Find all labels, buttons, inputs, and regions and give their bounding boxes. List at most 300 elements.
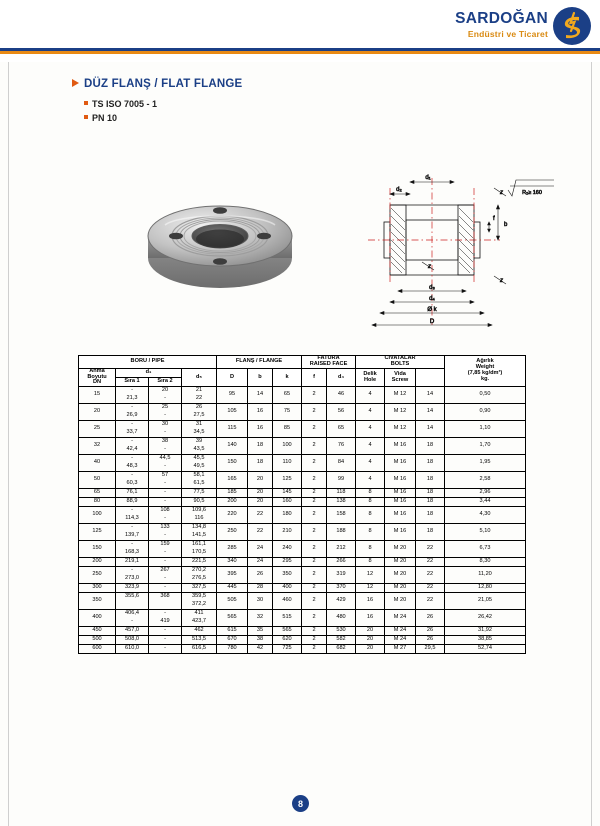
- cell-f: 2: [302, 541, 327, 558]
- cell-D: 780: [217, 645, 248, 654]
- weight-line2: Weight: [475, 364, 495, 371]
- dn-line2: Boyutu: [87, 373, 107, 380]
- dn-line1: Anma: [89, 367, 105, 374]
- cell-thread: 14: [416, 387, 445, 404]
- cell-screw: M 12: [385, 387, 416, 404]
- cell-D: 670: [217, 636, 248, 645]
- cell-b: 38: [248, 636, 273, 645]
- cell-screw: M 16: [385, 498, 416, 507]
- cell-sira2: 25: [149, 404, 182, 413]
- cell-hole: 4: [356, 404, 385, 421]
- cell-dn: 50: [79, 472, 116, 489]
- cell-weight: 11,20: [445, 567, 526, 584]
- cell-d4: 480: [327, 610, 356, 627]
- standard-label: TS ISO 7005 - 1: [92, 99, 158, 109]
- cell-hole: 20: [356, 645, 385, 654]
- cell-sira1: 76,1: [116, 489, 149, 498]
- cell-d5: 58,1: [182, 472, 217, 481]
- cell-f: 2: [302, 636, 327, 645]
- cell-weight: 5,10: [445, 524, 526, 541]
- cell-b: 26: [248, 567, 273, 584]
- cell-k: 460: [273, 593, 302, 610]
- cell-d4: 188: [327, 524, 356, 541]
- cell-D: 185: [217, 489, 248, 498]
- cell-sira2: 267: [149, 567, 182, 576]
- cell-sira2: 419: [149, 618, 182, 627]
- svg-text:f: f: [493, 216, 495, 222]
- cell-d4: 56: [327, 404, 356, 421]
- col-header-thread: [416, 368, 445, 387]
- cell-D: 395: [217, 567, 248, 584]
- cell-d5: 21: [182, 387, 217, 396]
- cell-b: 42: [248, 645, 273, 654]
- col-header-sira1: Sıra 1: [116, 378, 149, 387]
- cell-dn: 80: [79, 498, 116, 507]
- cell-weight: 3,44: [445, 498, 526, 507]
- cell-hole: 8: [356, 507, 385, 524]
- cell-d5: 34,5: [182, 429, 217, 438]
- cell-dn: 25: [79, 421, 116, 438]
- cell-f: 2: [302, 498, 327, 507]
- table-row: [79, 472, 526, 481]
- cell-sira1: 406,4: [116, 610, 149, 619]
- screw-line1: Vida: [394, 370, 406, 377]
- cell-f: 2: [302, 421, 327, 438]
- svg-text:Ø k: Ø k: [427, 307, 437, 313]
- cell-f: 2: [302, 610, 327, 627]
- table-row: [79, 507, 526, 516]
- table-group-header-row: [79, 356, 526, 369]
- cell-thread: 26: [416, 636, 445, 645]
- cell-d5: 513,5: [182, 636, 217, 645]
- brand-name: SARDOĞAN: [455, 10, 548, 27]
- page-header: [0, 0, 600, 62]
- cell-screw: M 16: [385, 489, 416, 498]
- cell-screw: M 12: [385, 421, 416, 438]
- pressure-label: PN 10: [92, 113, 118, 123]
- group-header-bolts-line2: BOLTS: [390, 360, 410, 367]
- cell-sira1: 508,0: [116, 636, 149, 645]
- cell-d4: 212: [327, 541, 356, 558]
- cell-k: 565: [273, 627, 302, 636]
- cell-dn: 350: [79, 593, 116, 610]
- cell-thread: 14: [416, 404, 445, 421]
- cell-f: 2: [302, 438, 327, 455]
- cell-hole: 12: [356, 567, 385, 584]
- cell-d5: 49,5: [182, 463, 217, 472]
- group-header-raised-face: [302, 356, 356, 369]
- col-header-b: b: [248, 368, 273, 387]
- cell-sira2: -: [149, 412, 182, 421]
- cell-thread: 22: [416, 567, 445, 584]
- cell-screw: M 16: [385, 507, 416, 524]
- cell-thread: 18: [416, 507, 445, 524]
- cell-screw: M 16: [385, 524, 416, 541]
- cell-sira1: 273,0: [116, 575, 149, 584]
- cell-sira2: 108: [149, 507, 182, 516]
- cell-b: 22: [248, 507, 273, 524]
- cell-sira1: -: [116, 438, 149, 447]
- flange-technical-drawing: [350, 150, 580, 340]
- specification-table: [78, 355, 526, 654]
- svg-text:D: D: [429, 319, 435, 325]
- cell-d5: 276,5: [182, 575, 217, 584]
- cell-weight: 1,10: [445, 421, 526, 438]
- cell-d5: 90,5: [182, 498, 217, 507]
- cell-d4: 138: [327, 498, 356, 507]
- table-row: [79, 541, 526, 550]
- cell-hole: 8: [356, 541, 385, 558]
- cell-sira2: 159: [149, 541, 182, 550]
- cell-screw: M 27: [385, 645, 416, 654]
- cell-dn: 500: [79, 636, 116, 645]
- cell-weight: 52,74: [445, 645, 526, 654]
- cell-k: 160: [273, 498, 302, 507]
- cell-d4: 99: [327, 472, 356, 489]
- cell-f: 2: [302, 584, 327, 593]
- cell-thread: 22: [416, 541, 445, 558]
- cell-sira2: -: [149, 446, 182, 455]
- cell-sira1: -: [116, 567, 149, 576]
- cell-k: 620: [273, 636, 302, 645]
- cell-f: 2: [302, 558, 327, 567]
- cell-dn: 65: [79, 489, 116, 498]
- cell-sira2: -: [149, 515, 182, 524]
- cell-thread: 18: [416, 438, 445, 455]
- cell-k: 75: [273, 404, 302, 421]
- cell-f: 2: [302, 489, 327, 498]
- cell-hole: 8: [356, 558, 385, 567]
- cell-d5: 372,2: [182, 601, 217, 610]
- cell-weight: 2,58: [445, 472, 526, 489]
- svg-text:d₃: d₃: [429, 285, 435, 291]
- cell-k: 515: [273, 610, 302, 627]
- cell-screw: M 16: [385, 455, 416, 472]
- cell-D: 95: [217, 387, 248, 404]
- cell-f: 2: [302, 507, 327, 524]
- cell-screw: M 16: [385, 438, 416, 455]
- cell-d4: 370: [327, 584, 356, 593]
- col-header-f: f: [302, 368, 327, 387]
- cell-D: 285: [217, 541, 248, 558]
- cell-sira2: 368: [149, 593, 182, 602]
- cell-b: 24: [248, 558, 273, 567]
- col-header-k: k: [273, 368, 302, 387]
- cell-sira1: 42,4: [116, 446, 149, 455]
- cell-d4: 319: [327, 567, 356, 584]
- cell-k: 110: [273, 455, 302, 472]
- cell-dn: 125: [79, 524, 116, 541]
- cell-d4: 46: [327, 387, 356, 404]
- cell-d4: 118: [327, 489, 356, 498]
- screw-line2: Screw: [391, 376, 409, 383]
- cell-dn: 450: [79, 627, 116, 636]
- cell-thread: 14: [416, 421, 445, 438]
- cell-thread: 26: [416, 610, 445, 627]
- cell-sira1: -: [116, 618, 149, 627]
- cell-D: 505: [217, 593, 248, 610]
- cell-k: 85: [273, 421, 302, 438]
- cell-dn: 600: [79, 645, 116, 654]
- cell-hole: 20: [356, 627, 385, 636]
- cell-hole: 20: [356, 636, 385, 645]
- cell-hole: 16: [356, 610, 385, 627]
- cell-sira1: 610,0: [116, 645, 149, 654]
- cell-d5: 26: [182, 404, 217, 413]
- cell-d4: 266: [327, 558, 356, 567]
- cell-d5: 411: [182, 610, 217, 619]
- table-row: [79, 455, 526, 464]
- table-row: [79, 438, 526, 447]
- col-header-d5: d₅: [182, 368, 217, 387]
- cell-sira2: 38: [149, 438, 182, 447]
- cell-sira1: -: [116, 455, 149, 464]
- cell-sira1: -: [116, 507, 149, 516]
- cell-weight: 6,73: [445, 541, 526, 558]
- cell-sira1: 88,9: [116, 498, 149, 507]
- cell-dn: 32: [79, 438, 116, 455]
- table-row: [79, 489, 526, 498]
- cell-b: 18: [248, 455, 273, 472]
- weight-line1: Ağırlık: [476, 358, 494, 365]
- cell-weight: 1,95: [445, 455, 526, 472]
- cell-D: 140: [217, 438, 248, 455]
- cell-dn: 200: [79, 558, 116, 567]
- cell-sira1: -: [116, 387, 149, 396]
- header-rule-orange: [0, 51, 600, 54]
- group-header-raised-face-line1: FATURA: [317, 355, 340, 361]
- cell-d5: 39: [182, 438, 217, 447]
- cell-d4: 530: [327, 627, 356, 636]
- cell-sira2: -: [149, 532, 182, 541]
- cell-d5: 141,5: [182, 532, 217, 541]
- cell-d5: 359,5: [182, 593, 217, 602]
- cell-b: 28: [248, 584, 273, 593]
- cell-weight: 12,80: [445, 584, 526, 593]
- cell-thread: 22: [416, 584, 445, 593]
- table-row: [79, 567, 526, 576]
- cell-k: 725: [273, 645, 302, 654]
- svg-text:R₂≥ 160: R₂≥ 160: [522, 190, 542, 196]
- cell-k: 240: [273, 541, 302, 558]
- cell-d5: 109,6: [182, 507, 217, 516]
- cell-screw: M 20: [385, 541, 416, 558]
- cell-b: 22: [248, 524, 273, 541]
- cell-d4: 76: [327, 438, 356, 455]
- cell-D: 165: [217, 472, 248, 489]
- cell-thread: 18: [416, 455, 445, 472]
- cell-b: 16: [248, 404, 273, 421]
- cell-hole: 4: [356, 455, 385, 472]
- cell-d4: 84: [327, 455, 356, 472]
- cell-sira2: 30: [149, 421, 182, 430]
- weight-line4: kg.: [480, 376, 490, 382]
- col-header-d4: d₄: [327, 368, 356, 387]
- cell-sira2: -: [149, 395, 182, 404]
- cell-d5: 221,5: [182, 558, 217, 567]
- cell-dn: 20: [79, 404, 116, 421]
- cell-k: 65: [273, 387, 302, 404]
- page-right-border: [591, 0, 592, 826]
- col-header-d1: d₁: [116, 368, 182, 377]
- cell-weight: 1,70: [445, 438, 526, 455]
- cell-D: 565: [217, 610, 248, 627]
- bullet-square-icon: [84, 115, 88, 119]
- cell-sira2: -: [149, 549, 182, 558]
- cell-f: 2: [302, 472, 327, 489]
- group-header-pipe: BORU / PIPE: [79, 356, 217, 369]
- cell-weight: 26,42: [445, 610, 526, 627]
- cell-d5: 31: [182, 421, 217, 430]
- cell-d4: 65: [327, 421, 356, 438]
- cell-sira1: 457,0: [116, 627, 149, 636]
- col-header-sira2: Sıra 2: [149, 378, 182, 387]
- cell-thread: 18: [416, 489, 445, 498]
- table-row: [79, 421, 526, 430]
- cell-f: 2: [302, 567, 327, 584]
- cell-sira2: -: [149, 463, 182, 472]
- page-left-border: [8, 0, 9, 826]
- page-title: DÜZ FLANŞ / FLAT FLANGE: [84, 78, 243, 90]
- cell-b: 14: [248, 387, 273, 404]
- cell-sira1: 355,6: [116, 593, 149, 602]
- cell-hole: 8: [356, 498, 385, 507]
- cell-sira2: -: [149, 627, 182, 636]
- cell-sira2: 133: [149, 524, 182, 533]
- cell-sira2: -: [149, 498, 182, 507]
- col-header-D: D: [217, 368, 248, 387]
- table-row: [79, 627, 526, 636]
- cell-sira2: -: [149, 610, 182, 619]
- cell-dn: 250: [79, 567, 116, 584]
- cell-d5: 22: [182, 395, 217, 404]
- cell-sira2: 20: [149, 387, 182, 396]
- table-body: [79, 387, 526, 654]
- cell-screw: M 24: [385, 610, 416, 627]
- cell-weight: 0,90: [445, 404, 526, 421]
- cell-b: 20: [248, 472, 273, 489]
- cell-sira2: [149, 601, 182, 610]
- hole-line1: Delik: [363, 370, 377, 377]
- cell-dn: 400: [79, 610, 116, 627]
- cell-thread: 22: [416, 558, 445, 567]
- cell-k: 295: [273, 558, 302, 567]
- cell-screw: M 20: [385, 584, 416, 593]
- cell-sira1: -: [116, 541, 149, 550]
- cell-D: 250: [217, 524, 248, 541]
- cell-b: 35: [248, 627, 273, 636]
- cell-k: 100: [273, 438, 302, 455]
- cell-k: 350: [273, 567, 302, 584]
- cell-screw: M 20: [385, 567, 416, 584]
- cell-d5: 77,5: [182, 489, 217, 498]
- group-header-raised-face-line2: RAISED FACE: [309, 360, 348, 367]
- cell-D: 615: [217, 627, 248, 636]
- table-row: [79, 524, 526, 533]
- cell-D: 115: [217, 421, 248, 438]
- page-number-badge: 8: [292, 795, 309, 812]
- cell-hole: 8: [356, 489, 385, 498]
- cell-hole: 4: [356, 421, 385, 438]
- cell-sira2: -: [149, 636, 182, 645]
- cell-d5: 170,5: [182, 549, 217, 558]
- col-header-screw: [385, 368, 416, 387]
- table-row: [79, 636, 526, 645]
- cell-screw: M 24: [385, 627, 416, 636]
- cell-screw: M 12: [385, 404, 416, 421]
- cell-thread: 29,5: [416, 645, 445, 654]
- cell-f: 2: [302, 455, 327, 472]
- cell-sira1: [116, 601, 149, 610]
- cell-b: 20: [248, 489, 273, 498]
- cell-sira1: -: [116, 404, 149, 413]
- cell-thread: 18: [416, 472, 445, 489]
- cell-b: 30: [248, 593, 273, 610]
- cell-f: 2: [302, 593, 327, 610]
- col-header-hole: [356, 368, 385, 387]
- cell-sira2: -: [149, 584, 182, 593]
- cell-d5: 27,5: [182, 412, 217, 421]
- cell-sira1: 219,1: [116, 558, 149, 567]
- cell-hole: 4: [356, 472, 385, 489]
- table-row: [79, 498, 526, 507]
- cell-weight: 0,50: [445, 387, 526, 404]
- cell-sira1: 26,9: [116, 412, 149, 421]
- svg-text:d₂: d₂: [396, 187, 402, 193]
- cell-sira1: -: [116, 472, 149, 481]
- cell-k: 145: [273, 489, 302, 498]
- cell-dn: 150: [79, 541, 116, 558]
- cell-f: 2: [302, 645, 327, 654]
- hole-line2: Hole: [363, 376, 377, 383]
- cell-hole: 12: [356, 584, 385, 593]
- cell-d4: 682: [327, 645, 356, 654]
- cell-d5: 270,2: [182, 567, 217, 576]
- cell-sira1: 323,9: [116, 584, 149, 593]
- cell-weight: 21,05: [445, 593, 526, 610]
- cell-sira2: -: [149, 480, 182, 489]
- table-row: [79, 584, 526, 593]
- cell-thread: 22: [416, 593, 445, 610]
- cell-d5: 43,5: [182, 446, 217, 455]
- group-header-flange: FLANŞ / FLANGE: [217, 356, 302, 369]
- cell-d5: 327,5: [182, 584, 217, 593]
- cell-sira2: -: [149, 575, 182, 584]
- cell-b: 16: [248, 421, 273, 438]
- cell-d5: 616,5: [182, 645, 217, 654]
- title-arrow-icon: [72, 79, 79, 87]
- cell-screw: M 24: [385, 636, 416, 645]
- cell-sira2: -: [149, 558, 182, 567]
- cell-d5: 462: [182, 627, 217, 636]
- cell-thread: 26: [416, 627, 445, 636]
- cell-f: 2: [302, 404, 327, 421]
- cell-sira2: 44,5: [149, 455, 182, 464]
- table-row: [79, 593, 526, 602]
- cell-f: 2: [302, 627, 327, 636]
- cell-k: 125: [273, 472, 302, 489]
- cell-sira1: 60,3: [116, 480, 149, 489]
- cell-hole: 4: [356, 387, 385, 404]
- cell-sira2: -: [149, 645, 182, 654]
- table-row: [79, 645, 526, 654]
- cell-hole: 8: [356, 524, 385, 541]
- cell-d5: 45,5: [182, 455, 217, 464]
- cell-D: 200: [217, 498, 248, 507]
- cell-d4: 158: [327, 507, 356, 524]
- cell-thread: 18: [416, 498, 445, 507]
- cell-sira1: 114,3: [116, 515, 149, 524]
